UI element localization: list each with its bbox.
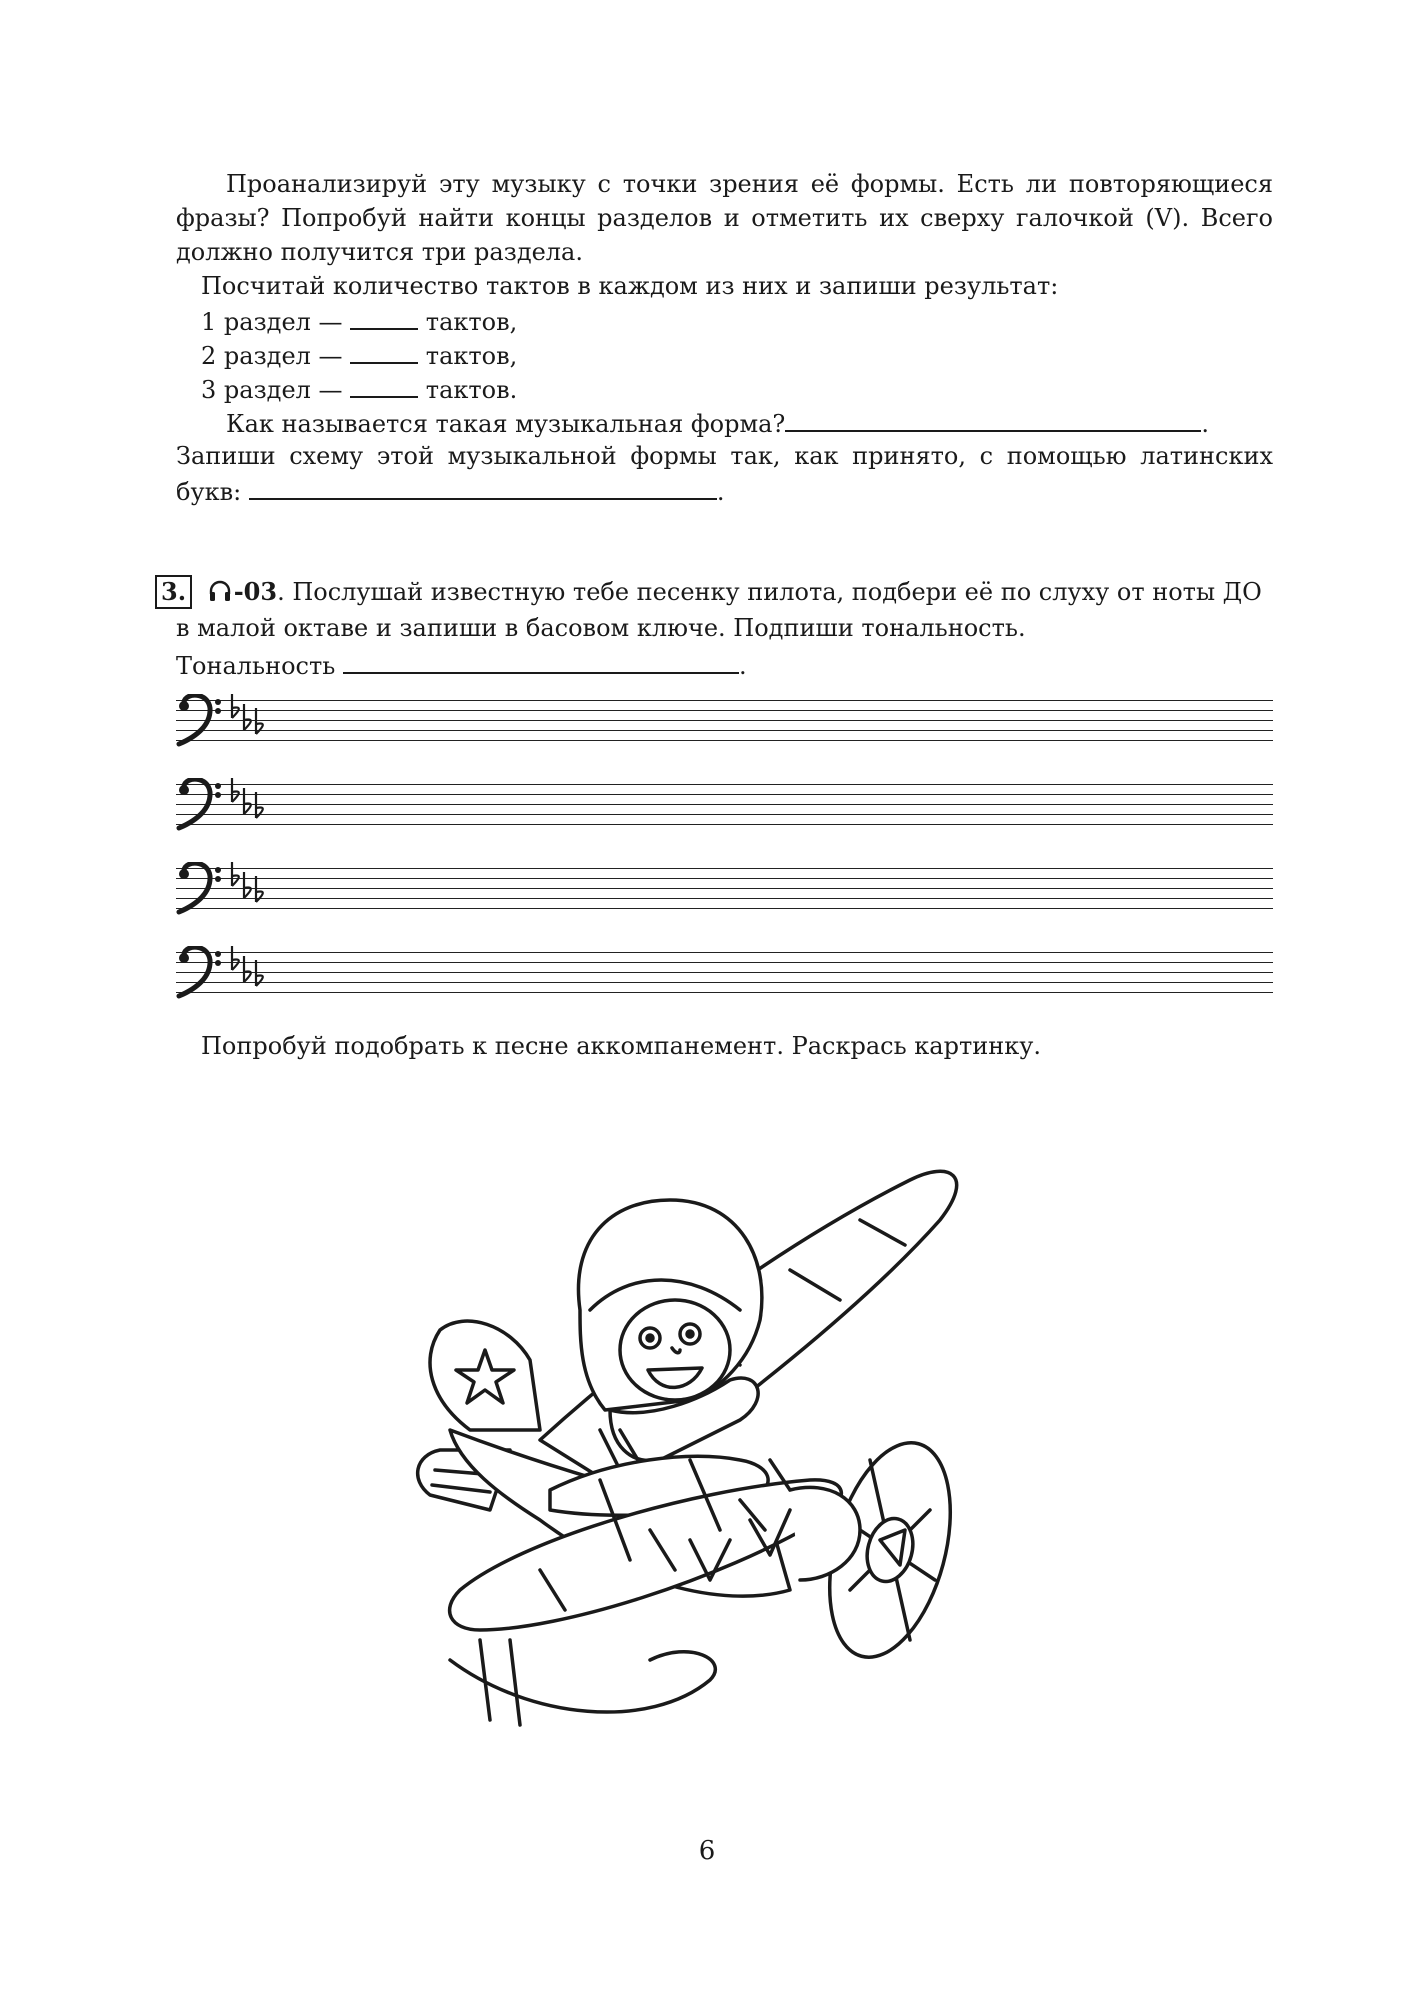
scheme-label: букв: [176,478,242,506]
task3-instruction-1: . Послушай известную тебе песенку пилота, подбери её по слуху от ноты ДО [277,578,1262,606]
section-2-suffix: тактов, [425,342,518,370]
task3-line-1 [155,574,1262,613]
count-prompt: Посчитай количество тактов в каждом из них и запиши результат: [201,272,1059,300]
section-3-label: 3 раздел — [201,376,343,404]
pilot-airplane-coloring-icon[interactable] [390,1160,1030,1800]
music-staff-2[interactable] [176,784,1273,824]
section-3-suffix: тактов. [425,376,518,404]
music-staff-1[interactable] [176,700,1273,740]
scheme-end: . [716,478,725,506]
track-number: -03 [233,577,278,606]
bass-clef-icon [176,778,266,834]
form-question: Как называется такая музыкальная форма? [226,410,786,438]
music-staff-3[interactable] [176,868,1273,908]
flat-icon [232,778,263,818]
bass-clef-icon [176,694,266,750]
key-answer-blank[interactable] [343,646,739,674]
headphones-icon [208,577,232,613]
page-number: 6 [698,1836,716,1866]
section-1-label: 1 раздел — [201,308,343,336]
key-row [176,646,747,684]
accompaniment-instruction: Попробуй подобрать к песне аккомпанемент. Раскрась картинку. [201,1032,1041,1060]
flat-icon [232,862,263,902]
key-end: . [738,652,747,680]
section-2-label: 2 раздел — [201,342,343,370]
intro-line-3: должно получится три раздела. [176,238,583,266]
section-3-blank[interactable] [350,370,418,398]
form-end: . [1201,410,1209,438]
flat-icon [232,946,263,986]
section-3-row [201,370,517,408]
section-1-suffix: тактов, [425,308,518,336]
section-2-blank[interactable] [350,336,418,364]
intro-line-1: Проанализируй эту музыку с точки зрения её формы. Есть ли повторяющиеся [226,170,1273,198]
key-label: Тональность [176,652,336,680]
intro-line-2: фразы? Попробуй найти концы разделов и отметить их сверху галочкой (V). Всего [176,204,1273,232]
scheme-line-1: Запиши схему этой музыкальной формы так, как принято, с помощью латинских [176,442,1273,470]
bass-clef-icon [176,862,266,918]
section-1-row [201,302,517,340]
task3-line-2: в малой октаве и запиши в басовом ключе. Подпиши тональность. [176,614,1026,642]
section-2-row [201,336,517,374]
music-staff-4[interactable] [176,952,1273,992]
scheme-answer-blank[interactable] [249,472,717,500]
flat-icon [232,694,263,734]
form-answer-blank[interactable] [785,404,1201,432]
bass-clef-icon [176,946,266,1002]
scheme-line-2 [176,472,724,510]
form-question-row [226,404,1209,442]
task-number: 3. [155,575,192,609]
section-1-blank[interactable] [350,302,418,330]
